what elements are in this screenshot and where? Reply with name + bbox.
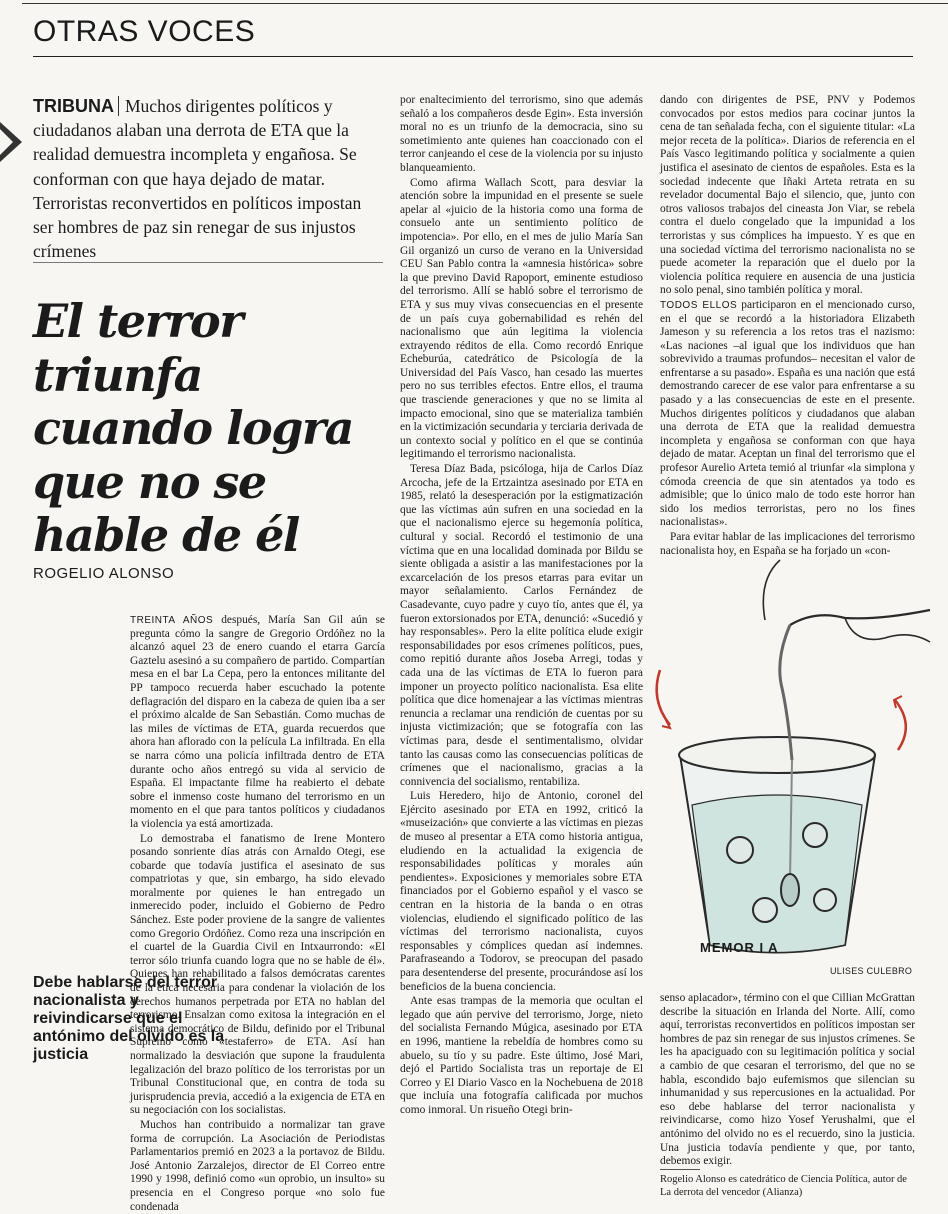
paragraph-text: Teresa Díaz Bada, psicóloga, hija de Carlos Díaz Arcocha, jefe de la Ertzaintza asesinado por ETA en 1985, relató la desesperación por la estigmatización que las víctimas aún sufren en una sociedad en la que el nacionalismo ejerce su hegemonía política, cultural y social. Recordó el testimonio de una víctima que en una localidad dominada por Bildu se siente obligada a asistir a las manifestaciones por la excarcelación de los presos etarras para evitar un mayor señalamiento. Carlos Fernández de Casadevante, cuyo padre y cuyo tío, antes que él, ya fueron extorsionados por ETA, denunció: «Sucedió y hay responsables». Pero la elite política elude exigir responsabilidades por esos crímenes políticos, pues, como repitió durante años Joseba Arregi, todas y cada una de las víctimas de ETA lo fueron para imponer un proyecto político nacionalista. Esa elite política que dice homenajear a las víctimas mientras renuncia a reclamar una rendición de cuentas por su injusta victimización; que se fotografía con las víctimas para, desde el sentimentalismo, olvidar tanto las causas como las consecuencias políticas de crímenes que el nacionalismo, gracias a la connivencia del socialismo, rentabiliza. bbox=[400, 463, 643, 788]
paragraph-text: por enaltecimiento del terrorismo, sino que además señaló a los compañeros desde Egin». Esta inversión moral no es un triunfo de la democracia, sino su sometimiento ante quienes han coaccionado con el terror canjeando el cese de la violencia por su injusto blanqueamiento. bbox=[400, 94, 643, 174]
lede-text: Muchos dirigentes políticos y ciudadanos alaban una derrota de ETA que la realidad demuestra incompleta y engañosa. Se conforman con que haya dejado de matar. Terroristas reconvertidos en políticos impostan ser hombres de paz sin renegar de sus injustos crímenes bbox=[33, 96, 362, 262]
paragraph-text: después, María San Gil aún se pregunta cómo la sangre de Gregorio Ordóñez no la alcanzó aquel 23 de enero cuando el etarra García Gaztelu asesinó a su compañero de partido. Compartían mesa en el bar La Cepa, pero la entonces militante del PP tampoco recuerda haber escuchado la potente deflagración del disparo en la cabeza de quien iba a ser el próximo alcalde de San Sebastián. Como muchas de las miles de víctimas de ETA, guarda recuerdos que ahora han aflorado con la película La infiltrada. En ella se narra cómo una policía infiltrada dentro de ETA durante ocho años entregó su vida al servicio de España. El impactante filme ha reabierto el debate sobre el inmenso coste humano del terrorismo en un momento en el que para tantos políticos y ciudadanos la violencia ya está amortizada. bbox=[130, 614, 385, 830]
glass-illustration bbox=[640, 550, 930, 960]
paragraph-text: Muchos han contribuido a normalizar tan grave forma de corrupción. La Asociación de Periodistas Parlamentarios premió en 2023 a la portavoz de Bildu. José Antonio Zarzalejos, director de El Correo entre 1990 y 1998, definió como «un oprobio, un insulto» su presencia en el Congreso porque «no solo fue condenada bbox=[130, 1118, 385, 1213]
paragraph bbox=[400, 94, 643, 176]
illustration-credit: ULISES CULEBRO bbox=[830, 966, 913, 976]
article-column-2 bbox=[400, 94, 643, 1197]
lede bbox=[33, 94, 373, 263]
article-column-3 bbox=[660, 94, 915, 557]
paragraph bbox=[660, 992, 915, 1169]
illustration-label: MEMOR I A bbox=[700, 940, 779, 955]
lead-in: TODOS ELLOS bbox=[660, 299, 738, 311]
author-bio: Rogelio Alonso es catedrático de Ciencia Política, autor de La derrota del vencedor (Alianza) bbox=[660, 1174, 907, 1198]
lede-rule bbox=[33, 262, 383, 263]
paragraph bbox=[130, 1119, 385, 1214]
pull-quote: Debe hablarse del terror nacionalista y reivindicarse que el antónimo del olvido es la justicia bbox=[33, 974, 225, 1063]
lead-in: TREINTA AÑOS bbox=[130, 615, 214, 626]
headline: El terror triunfa cuando logra que no se hable de él bbox=[33, 294, 353, 562]
paragraph bbox=[130, 614, 385, 832]
play-arrow-icon-inner bbox=[0, 129, 13, 155]
top-rule bbox=[22, 3, 948, 4]
tribuna-label: TRIBUNA bbox=[33, 96, 114, 116]
byline: ROGELIO ALONSO bbox=[33, 565, 175, 582]
paragraph bbox=[660, 299, 915, 530]
paragraph-text: Ante esas trampas de la memoria que ocultan el legado que aún pervive del terrorismo, Jorge, nieto del socialista Fernando Múgica, asesinado por ETA en 1996, mantiene la rebeldía de hombres como su abuelo, su tío y su padre. Este último, José Mari, dejó el Partido Socialista tras un reportaje de El Correo y El Diario Vasco en la Nochebuena de 2018 que incluía una fotografía calificada por muchos como inmoral. Un risueño Otegi brin- bbox=[400, 995, 643, 1116]
paragraph-text: dando con dirigentes de PSE, PNV y Podemos convocados por estos medios para cocinar juntos la cena de tan señalada fecha, con el siguiente titular: «La mejor receta de la política». Diarios de referencia en el País Vasco legitimando política y socialmente a quien justifica el asesinato de cientos de españoles. Esta es la sociedad indecente que Iñaki Arteta retrata en su revelador documental Bajo el silencio, que, junto con otros valiosos trabajos del cineasta Jon Viar, se rebela contra el duelo congelado que la impunidad a los terroristas y sus cómplices ha impuesto. Y es que en una sociedad víctima del terrorismo nacionalista no se puede acometer la reparación que el duelo por la violencia política requiere en ausencia de una justicia no solo penal, sino también política y moral. bbox=[660, 94, 915, 297]
article-column-1 bbox=[130, 614, 385, 1213]
paragraph-text: participaron en el mencionado curso, en el que se recordó a la historiadora Elizabeth Jameson y su referencia a los retos tras el nazismo: «Las naciones –al igual que los individuos que han sobrevivido a traumas profundos– necesitan el valor de enfrentarse a su pasado». España es una nación que está demostrando carecer de ese valor para enfrentarse a su pasado y a las consecuencias de este en el presente. Muchos dirigentes políticos y ciudadanos que alaban una derrota de ETA que la realidad demuestra incompleta y engañosa se conforman con que haya dejado de matar. Aceptan un final del terrorismo que el profesor Aurelio Arteta temió al triunfar «la simplona y cómoda creencia de que sin atentados ya todo es admisible; que lo único malo de todo este horror han sido los medios terroristas, pero no los fines nacionalistas». bbox=[660, 298, 915, 529]
bio-rule bbox=[660, 1169, 700, 1170]
paragraph-text: Luis Heredero, hijo de Antonio, coronel del Ejército asesinado por ETA en 1992, criticó la «museización» que convierte a las víctimas en piezas de museo al presentar a ETA como historia antigua, eludiendo en la actualidad la exigencia de responsabilidades políticas y morales aún pendientes». Exposiciones y memoriales sobre ETA financiados por el Gobierno español y el vasco se centran en la historia de la banda o en otras violencias, eludiendo el significado político de las víctimas del terrorismo nacionalista, cuyos responsables y cómplices quedan así indemnes. Parafraseando a Todorov, se preocupan del pasado para desentenderse del presente, procurándose así los beneficios de la buena conciencia. bbox=[400, 790, 643, 993]
article-column-3-continued bbox=[660, 992, 915, 1167]
paragraph bbox=[400, 790, 643, 994]
paragraph bbox=[400, 177, 643, 462]
paragraph bbox=[660, 94, 915, 298]
glass-image bbox=[657, 560, 930, 953]
section-rule bbox=[33, 56, 913, 57]
paragraph-text: Como afirma Wallach Scott, para desviar la atención sobre la impunidad en el presente se suele apelar al «juicio de la historia como una forma de consuelo ante un sentimiento político de impotencia». Por ello, en el mes de julio María San Gil organizó un curso de verano en la Universidad CEU San Pablo contra la «amnesia histórica» sobre la que previno David Rapoport, eminente estudioso del terrorismo. Allí se habló sobre el terrorismo de ETA y sus muy vivas consecuencias en el presente de un país cuya gobernabilidad es rehén del nacionalismo que aún legitima la violencia extrayendo réditos de ella. Como recordó Enrique Echeburúa, catedrático de Psicología de la Universidad del País Vasco, han cesado las muertes pero no sus terribles efectos. Entre ellos, el trauma que trasciende generaciones y que no se limita al impacto emocional, sino que se materializa también en la victimización secundaria y terciaria derivada de un contexto social y político en el que se continúa legitimando el terrorismo nacionalista. bbox=[400, 176, 643, 461]
paragraph-text: senso aplacador», término con el que Cillian McGrattan describe la situación en Irlanda del Norte. Allí, como aquí, terroristas reconvertidos en políticos impostan ser hombres de paz sin renegar de sus injustos crímenes. Se les ha apaciguado con su legitimación política y social a cambio de que cesaran el terrorismo, del que no se habla, escondido bajo eufemismos que silencian su inhumanidad y sus repercusiones en la actualidad. Por eso debe hablarse del terror nacionalista y reivindicarse, como hizo Yosef Yerushalmi, que el antónimo del olvido no es el recuerdo, sino la justicia. Una justicia todavía pendiente y que, por tanto, debemos exigir. bbox=[660, 992, 915, 1168]
label-divider bbox=[118, 96, 119, 116]
section-title: OTRAS VOCES bbox=[33, 15, 256, 48]
paragraph bbox=[400, 463, 643, 789]
paragraph bbox=[400, 995, 643, 1117]
paragraph-text: Lo demostraba el fanatismo de Irene Montero posando sonriente días atrás con Arnaldo Otegi, ese cobarde que todavía justifica el asesinato de sus compatriotas y que, sin embargo, ha sido elevado moralmente por quienes le han entregado un inmerecido poder, incluido el Gobierno de Pedro Sánchez. Este poder proviene de la sangre de valientes como Gregorio Ordóñez. Como reza una inscripción en el cuartel de la Guardia Civil en Intxaurrondo: «El terror sólo triunfa cuando logra que no se hable de él». Quienes han rehabilitado a falsos demócratas carentes de la ética necesaria para condenar la violación de los derechos humanos perpetrada por ETA no hablan del terrorismo. Ensalzan como exitosa la integración en el sistema democrático de Bildu, definido por el Tribunal Supremo como «testaferro» de ETA. Así han normalizado la desviación que supone la fraudulenta legalización del brazo político de los terroristas por un Tribunal Constitucional que, en contra de toda su jurisprudencia previa, accedió a la exigencia de ETA en su negociación con los socialistas. bbox=[130, 832, 385, 1117]
paragraph-text: Para evitar hablar de las implicaciones del terrorismo nacionalista hoy, en España se ha forjado un «con- bbox=[660, 531, 915, 557]
